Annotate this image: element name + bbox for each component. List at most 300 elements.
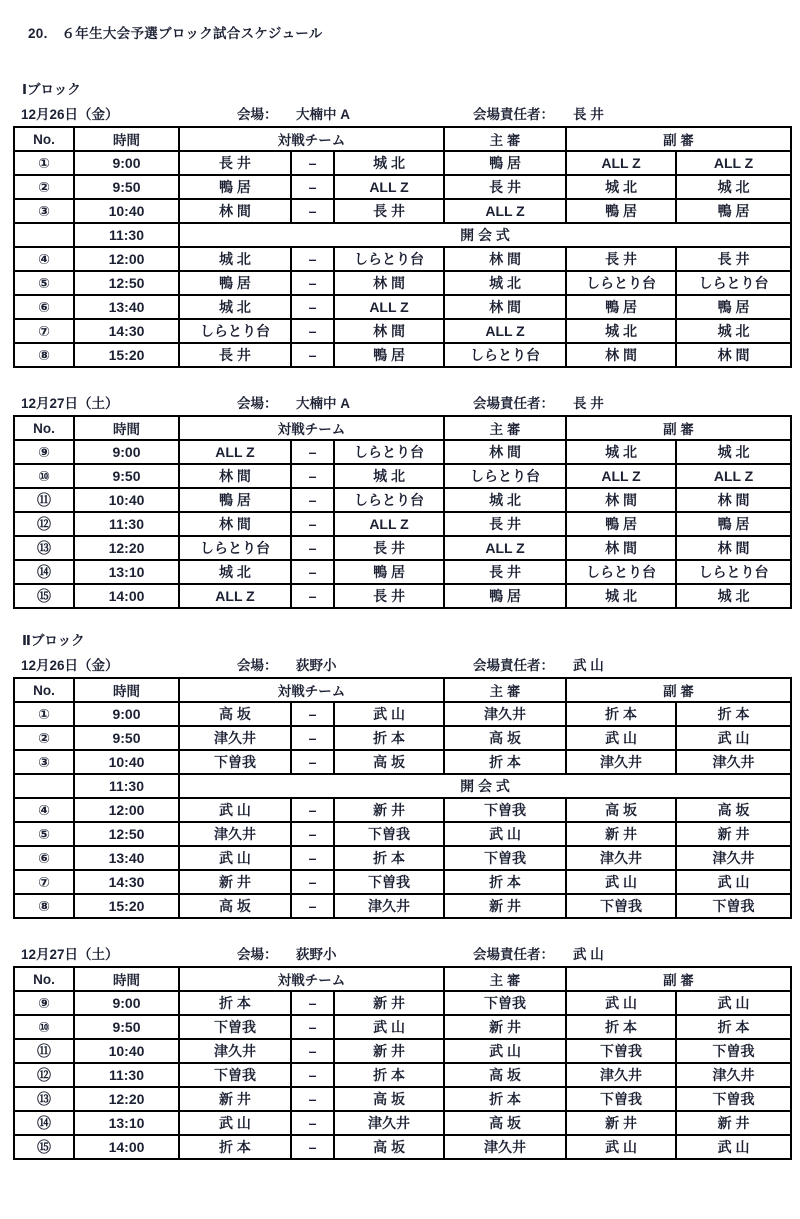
away-team: 新 井 [334,1039,444,1063]
assistant-referee-1: 折 本 [566,702,676,726]
venue-label: 会場： [237,658,278,673]
match-row [14,319,791,343]
referee: 林 間 [444,247,566,271]
away-team: ALL Z [334,175,444,199]
referee: 長 井 [444,512,566,536]
row-number: ② [14,175,74,199]
away-team: 長 井 [334,199,444,223]
assistant-referee-2: 津久井 [676,750,791,774]
home-team: 新 井 [179,1087,291,1111]
row-number: ⑬ [14,536,74,560]
vs-dash: – [291,247,334,271]
row-number: ① [14,151,74,175]
assistant-referee-2: 鴨 居 [676,512,791,536]
away-team: 武 山 [334,702,444,726]
home-team: 林 間 [179,199,291,223]
vs-dash: – [291,1111,334,1135]
match-time: 9:00 [74,702,179,726]
home-team: 長 井 [179,343,291,367]
manager-label: 会場責任者： [473,658,554,673]
match-time: 11:30 [74,1063,179,1087]
match-row [14,1063,791,1087]
vs-dash: – [291,1063,334,1087]
home-team: 下曽我 [179,1015,291,1039]
away-team: 鴨 居 [334,560,444,584]
match-time: 9:50 [74,726,179,750]
assistant-referee-1: 城 北 [566,175,676,199]
vs-dash: – [291,870,334,894]
referee: 下曽我 [444,846,566,870]
match-time: 9:00 [74,440,179,464]
referee: 鴨 居 [444,584,566,608]
match-row [14,1015,791,1039]
assistant-referee-1: 林 間 [566,536,676,560]
match-day-date: 12月27日（土） [21,947,119,962]
assistant-referee-2: 津久井 [676,1063,791,1087]
match-row [14,151,791,175]
match-time: 15:20 [74,894,179,918]
assistant-referee-2: ALL Z [676,464,791,488]
match-time: 14:00 [74,584,179,608]
vs-dash: – [291,584,334,608]
match-row [14,1087,791,1111]
col-header-teams: 対戦チーム [179,678,444,702]
col-header-referee: 主 審 [444,967,566,991]
vs-dash: – [291,295,334,319]
assistant-referee-2: 新 井 [676,1111,791,1135]
home-team: 津久井 [179,726,291,750]
row-number: ⑭ [14,560,74,584]
away-team: しらとり台 [334,247,444,271]
home-team: 下曽我 [179,750,291,774]
schedule-root [13,78,790,1160]
away-team: 武 山 [334,1015,444,1039]
assistant-referee-2: 武 山 [676,870,791,894]
col-header-assistant: 副 審 [566,967,791,991]
venue-name: 大楠中 A [296,107,350,122]
match-row [14,1135,791,1159]
away-team: 折 本 [334,726,444,750]
ceremony-row [14,223,791,247]
match-row [14,991,791,1015]
row-number: ⑤ [14,822,74,846]
venue-label: 会場： [237,396,278,411]
away-team: しらとり台 [334,440,444,464]
away-team: ALL Z [334,295,444,319]
referee: 長 井 [444,175,566,199]
match-time: 13:10 [74,560,179,584]
away-team: しらとり台 [334,488,444,512]
referee: 高 坂 [444,1111,566,1135]
match-row [14,464,791,488]
vs-dash: – [291,440,334,464]
assistant-referee-2: 折 本 [676,702,791,726]
referee: 新 井 [444,1015,566,1039]
assistant-referee-2: 下曽我 [676,1087,791,1111]
day-header [13,654,790,675]
referee: 折 本 [444,870,566,894]
assistant-referee-2: 鴨 居 [676,199,791,223]
schedule-table [13,677,792,919]
match-time: 11:30 [74,223,179,247]
match-time: 10:40 [74,750,179,774]
referee: 折 本 [444,750,566,774]
row-number: ⑤ [14,271,74,295]
col-header-referee: 主 審 [444,678,566,702]
row-number: ⑦ [14,870,74,894]
assistant-referee-1: 新 井 [566,822,676,846]
home-team: ALL Z [179,440,291,464]
vs-dash: – [291,1135,334,1159]
assistant-referee-1: 鴨 居 [566,512,676,536]
assistant-referee-2: ALL Z [676,151,791,175]
schedule-table [13,126,792,368]
col-header-time: 時間 [74,967,179,991]
assistant-referee-1: 津久井 [566,846,676,870]
referee: 城 北 [444,488,566,512]
referee: 高 坂 [444,1063,566,1087]
match-row [14,1111,791,1135]
row-number: ⑩ [14,464,74,488]
col-header-time: 時間 [74,127,179,151]
col-header-assistant: 副 審 [566,416,791,440]
manager-name: 武 山 [573,947,604,962]
home-team: 長 井 [179,151,291,175]
assistant-referee-2: 林 間 [676,343,791,367]
match-time: 12:00 [74,798,179,822]
col-header-no: No. [14,416,74,440]
match-time: 11:30 [74,774,179,798]
away-team: 城 北 [334,464,444,488]
col-header-referee: 主 審 [444,127,566,151]
match-day-date: 12月26日（金） [21,107,119,122]
assistant-referee-2: 折 本 [676,1015,791,1039]
referee: ALL Z [444,319,566,343]
row-number: ⑥ [14,295,74,319]
row-number: ③ [14,199,74,223]
home-team: 城 北 [179,295,291,319]
block-label: Ⅰブロック [22,82,81,97]
manager-label: 会場責任者： [473,396,554,411]
assistant-referee-1: 武 山 [566,726,676,750]
row-number: ② [14,726,74,750]
day-header [13,943,790,964]
assistant-referee-2: 林 間 [676,488,791,512]
away-team: 折 本 [334,1063,444,1087]
match-day-date: 12月27日（土） [21,396,119,411]
match-row [14,750,791,774]
vs-dash: – [291,488,334,512]
referee: 長 井 [444,560,566,584]
away-team: 鴨 居 [334,343,444,367]
home-team: 折 本 [179,1135,291,1159]
row-number: ③ [14,750,74,774]
venue-name: 荻野小 [296,658,337,673]
match-time: 14:00 [74,1135,179,1159]
vs-dash: – [291,894,334,918]
match-row [14,271,791,295]
assistant-referee-2: 下曽我 [676,1039,791,1063]
day-section [13,943,790,1160]
match-row [14,702,791,726]
col-header-time: 時間 [74,416,179,440]
referee: しらとり台 [444,464,566,488]
vs-dash: – [291,1015,334,1039]
venue-label: 会場： [237,107,278,122]
assistant-referee-1: ALL Z [566,464,676,488]
vs-dash: – [291,798,334,822]
vs-dash: – [291,846,334,870]
referee: 高 坂 [444,726,566,750]
match-time: 13:10 [74,1111,179,1135]
home-team: 新 井 [179,870,291,894]
vs-dash: – [291,1039,334,1063]
referee: 折 本 [444,1087,566,1111]
row-number: ⑮ [14,584,74,608]
home-team: ALL Z [179,584,291,608]
row-number: ⑪ [14,1039,74,1063]
home-team: 鴨 居 [179,488,291,512]
assistant-referee-2: 高 坂 [676,798,791,822]
row-number: ⑦ [14,319,74,343]
assistant-referee-1: 城 北 [566,319,676,343]
assistant-referee-2: 長 井 [676,247,791,271]
row-number: ⑮ [14,1135,74,1159]
assistant-referee-1: 武 山 [566,1135,676,1159]
assistant-referee-1: 林 間 [566,343,676,367]
assistant-referee-1: 武 山 [566,870,676,894]
ceremony-label: 開 会 式 [179,223,791,247]
match-row [14,199,791,223]
match-time: 12:50 [74,822,179,846]
row-number [14,774,74,798]
referee: 津久井 [444,702,566,726]
venue-name: 荻野小 [296,947,337,962]
vs-dash: – [291,271,334,295]
home-team: 津久井 [179,1039,291,1063]
match-time: 15:20 [74,343,179,367]
home-team: 城 北 [179,247,291,271]
away-team: 林 間 [334,271,444,295]
away-team: 高 坂 [334,750,444,774]
page-title: 20. ６年生大会予選ブロック試合スケジュール [28,26,323,41]
away-team: 津久井 [334,894,444,918]
row-number: ⑪ [14,488,74,512]
assistant-referee-1: 林 間 [566,488,676,512]
assistant-referee-2: 城 北 [676,319,791,343]
match-time: 13:40 [74,846,179,870]
match-row [14,488,791,512]
match-row [14,440,791,464]
row-number: ⑬ [14,1087,74,1111]
match-row [14,295,791,319]
schedule-table [13,415,792,609]
row-number: ④ [14,798,74,822]
assistant-referee-1: 津久井 [566,1063,676,1087]
vs-dash: – [291,175,334,199]
assistant-referee-2: 新 井 [676,822,791,846]
row-number: ① [14,702,74,726]
assistant-referee-2: 鴨 居 [676,295,791,319]
referee: ALL Z [444,536,566,560]
assistant-referee-1: 武 山 [566,991,676,1015]
col-header-no: No. [14,967,74,991]
vs-dash: – [291,319,334,343]
vs-dash: – [291,464,334,488]
assistant-referee-2: 武 山 [676,1135,791,1159]
vs-dash: – [291,822,334,846]
match-time: 10:40 [74,1039,179,1063]
match-time: 12:00 [74,247,179,271]
match-time: 10:40 [74,199,179,223]
home-team: 武 山 [179,846,291,870]
assistant-referee-2: 津久井 [676,846,791,870]
col-header-no: No. [14,127,74,151]
header-row [14,678,791,702]
referee: 武 山 [444,822,566,846]
home-team: 下曽我 [179,1063,291,1087]
referee: 林 間 [444,440,566,464]
assistant-referee-1: 津久井 [566,750,676,774]
vs-dash: – [291,726,334,750]
away-team: 新 井 [334,991,444,1015]
assistant-referee-1: しらとり台 [566,560,676,584]
assistant-referee-1: 新 井 [566,1111,676,1135]
match-row [14,584,791,608]
row-number: ⑧ [14,343,74,367]
match-row [14,726,791,750]
match-time: 9:50 [74,464,179,488]
ceremony-label: 開 会 式 [179,774,791,798]
ceremony-row [14,774,791,798]
row-number: ⑭ [14,1111,74,1135]
row-number: ⑥ [14,846,74,870]
header-row [14,967,791,991]
col-header-time: 時間 [74,678,179,702]
away-team: 林 間 [334,319,444,343]
home-team: 城 北 [179,560,291,584]
match-row [14,560,791,584]
away-team: 城 北 [334,151,444,175]
manager-name: 長 井 [573,396,604,411]
match-row [14,846,791,870]
match-row [14,512,791,536]
assistant-referee-1: 高 坂 [566,798,676,822]
match-row [14,894,791,918]
away-team: 長 井 [334,584,444,608]
referee: しらとり台 [444,343,566,367]
referee: 下曽我 [444,798,566,822]
match-time: 12:20 [74,536,179,560]
away-team: 津久井 [334,1111,444,1135]
away-team: 下曽我 [334,822,444,846]
row-number [14,223,74,247]
vs-dash: – [291,536,334,560]
match-time: 14:30 [74,319,179,343]
vs-dash: – [291,1087,334,1111]
row-number: ⑧ [14,894,74,918]
assistant-referee-1: 鴨 居 [566,199,676,223]
assistant-referee-1: ALL Z [566,151,676,175]
header-row [14,416,791,440]
col-header-teams: 対戦チーム [179,967,444,991]
manager-label: 会場責任者： [473,107,554,122]
assistant-referee-1: 下曽我 [566,1087,676,1111]
assistant-referee-1: しらとり台 [566,271,676,295]
match-row [14,870,791,894]
vs-dash: – [291,512,334,536]
day-section [13,654,790,919]
assistant-referee-2: しらとり台 [676,560,791,584]
vs-dash: – [291,560,334,584]
home-team: しらとり台 [179,536,291,560]
match-row [14,175,791,199]
assistant-referee-2: 城 北 [676,584,791,608]
match-time: 9:50 [74,175,179,199]
day-header [13,392,790,413]
col-header-teams: 対戦チーム [179,416,444,440]
assistant-referee-1: 下曽我 [566,894,676,918]
match-time: 10:40 [74,488,179,512]
assistant-referee-2: 城 北 [676,175,791,199]
home-team: 林 間 [179,464,291,488]
col-header-assistant: 副 審 [566,127,791,151]
match-row [14,247,791,271]
assistant-referee-1: 鴨 居 [566,295,676,319]
vs-dash: – [291,991,334,1015]
match-row [14,822,791,846]
col-header-no: No. [14,678,74,702]
match-row [14,536,791,560]
home-team: 高 坂 [179,894,291,918]
referee: 林 間 [444,295,566,319]
home-team: 折 本 [179,991,291,1015]
home-team: 武 山 [179,1111,291,1135]
vs-dash: – [291,199,334,223]
row-number: ⑨ [14,440,74,464]
referee: 下曽我 [444,991,566,1015]
vs-dash: – [291,750,334,774]
away-team: 長 井 [334,536,444,560]
assistant-referee-2: 下曽我 [676,894,791,918]
assistant-referee-2: しらとり台 [676,271,791,295]
match-time: 11:30 [74,512,179,536]
assistant-referee-2: 林 間 [676,536,791,560]
day-section [13,103,790,368]
schedule-table [13,966,792,1160]
col-header-teams: 対戦チーム [179,127,444,151]
referee: ALL Z [444,199,566,223]
match-time: 9:00 [74,151,179,175]
day-section [13,392,790,609]
away-team: 高 坂 [334,1087,444,1111]
away-team: 折 本 [334,846,444,870]
home-team: 高 坂 [179,702,291,726]
match-time: 9:50 [74,1015,179,1039]
manager-name: 長 井 [573,107,604,122]
referee: 城 北 [444,271,566,295]
venue-label: 会場： [237,947,278,962]
away-team: 下曽我 [334,870,444,894]
block-label: Ⅱブロック [22,633,85,648]
manager-name: 武 山 [573,658,604,673]
row-number: ⑩ [14,1015,74,1039]
match-time: 13:40 [74,295,179,319]
match-row [14,1039,791,1063]
referee: 津久井 [444,1135,566,1159]
home-team: 林 間 [179,512,291,536]
assistant-referee-2: 城 北 [676,440,791,464]
